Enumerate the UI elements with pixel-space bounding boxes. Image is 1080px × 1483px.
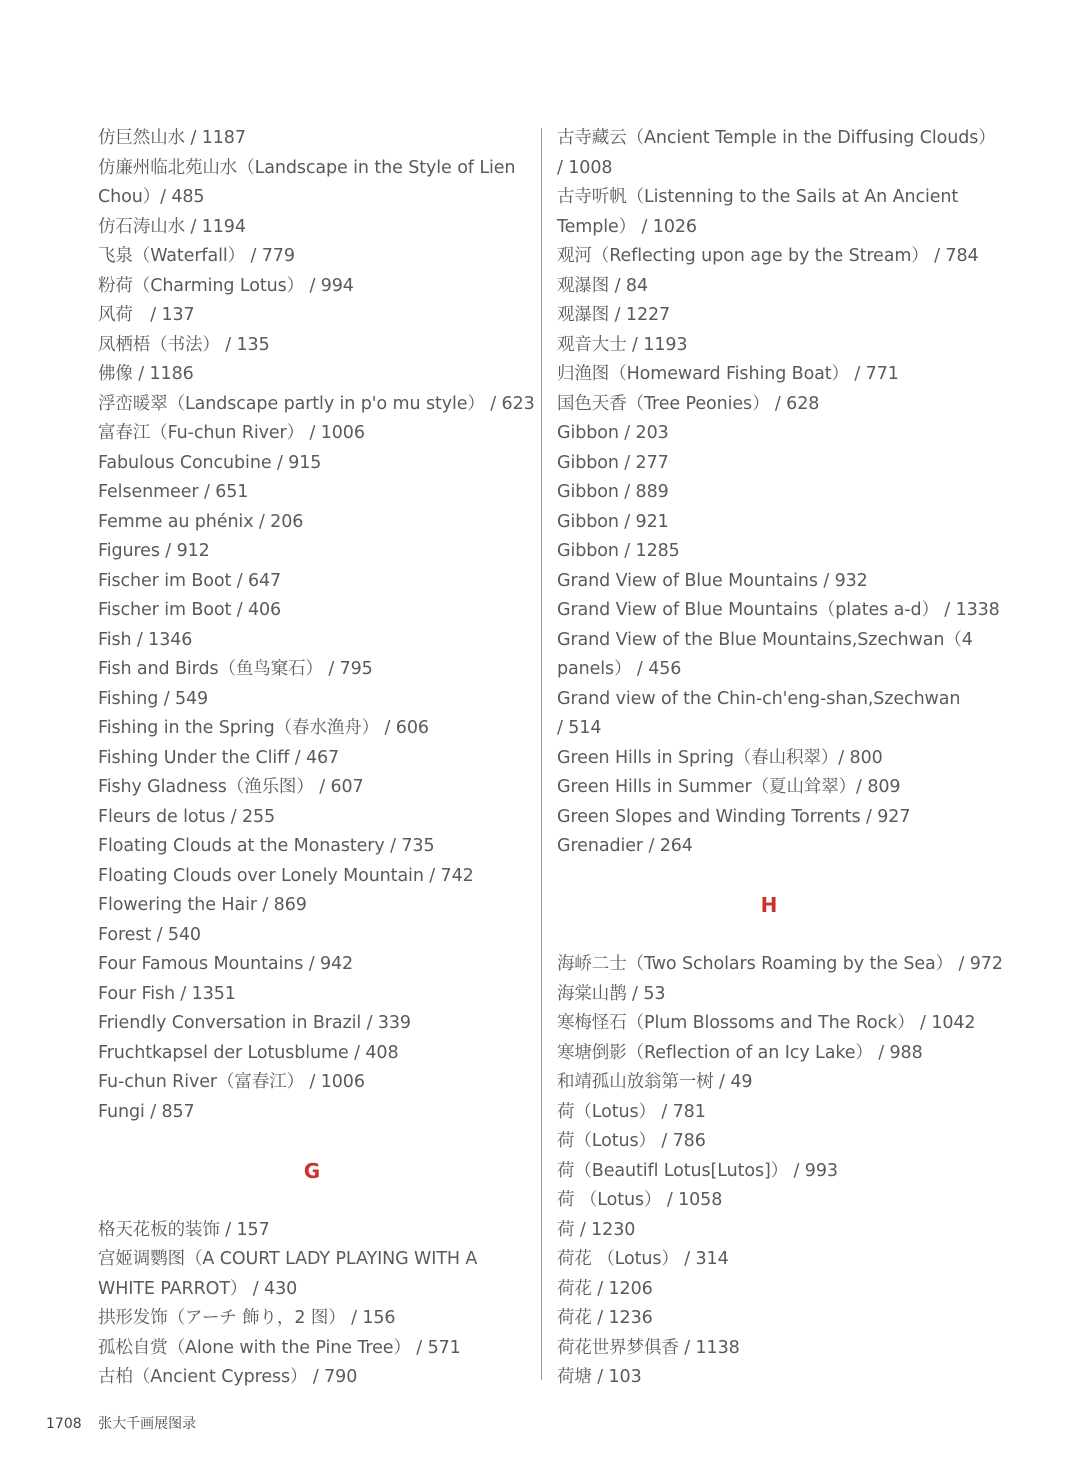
index-entry: 海棠山鹊 / 53 [557,983,666,1004]
index-entry: 荷塘 / 103 [557,1367,642,1387]
index-entry: 古柏（Ancient Cypress） / 790 [98,1367,358,1387]
section-spacer [98,1127,530,1157]
index-entry: Fishing in the Spring（春水渔舟） / 606 [98,718,429,738]
index-entry: 寒塘倒影（Reflection of an Icy Lake） / 988 [557,1042,923,1063]
page-footer [46,1413,196,1433]
index-entry: 荷花 / 1236 [557,1308,653,1328]
index-entry: 和靖孤山放翁第一树 / 49 [557,1072,753,1092]
index-entry: / 514 [557,718,602,738]
index-entry: Fabulous Concubine / 915 [98,452,322,473]
index-entry: Figures / 912 [98,541,210,561]
index-entry: Fu-chun River（富春江） / 1006 [98,1072,365,1092]
column-divider [541,128,542,1380]
index-entry: 归渔图（Homeward Fishing Boat） / 771 [557,364,899,384]
index-entry: 海峤二士（Two Scholars Roaming by the Sea） / 972 [557,954,1003,974]
index-entry: / 1008 [557,157,613,178]
index-entry: Gibbon / 277 [557,452,669,473]
index-entry: Fishy Gladness（渔乐图） / 607 [98,777,364,797]
index-entry: 风荷 / 137 [98,305,195,325]
index-entry: WHITE PARROT） / 430 [98,1278,298,1299]
index-entry: Grand View of Blue Mountains（plates a-d） / 1338 [557,600,1000,620]
index-entry: Gibbon / 1285 [557,541,680,561]
index-entry: Fleurs de lotus / 255 [98,806,276,827]
section-letter: G [303,1158,321,1183]
index-entry: Gibbon / 921 [557,511,669,532]
index-entry: 佛像 / 1186 [98,364,194,384]
index-entry: Fish / 1346 [98,629,193,650]
index-entry: 浮峦暖翠（Landscape partly in p'o mu style） / 623 [98,393,535,414]
section-spacer [557,862,997,892]
book-title: 张大千画展图录 [98,1416,197,1432]
index-entry: Fischer im Boot / 647 [98,570,282,591]
index-entry: Green Slopes and Winding Torrents / 927 [557,806,911,827]
index-entry: Gibbon / 889 [557,482,669,502]
index-entry: Four Famous Mountains / 942 [98,954,354,974]
index-entry: 荷花世界梦俱香 / 1138 [557,1337,740,1358]
index-entry: 宫姬调鹦图（A COURT LADY PLAYING WITH A [98,1249,478,1269]
index-entry: 荷（Lotus） / 786 [557,1131,706,1151]
section-spacer [557,921,997,951]
index-entry: Four Fish / 1351 [98,983,236,1004]
index-entry: 凤栖梧（书法） / 135 [98,334,270,355]
index-entry: 古寺藏云（Ancient Temple in the Diffusing Clouds） [557,128,996,148]
index-entry: 荷 （Lotus） / 1058 [557,1190,723,1210]
section-spacer [98,1186,530,1216]
index-entry: 观音大士 / 1193 [557,334,688,355]
index-entry: 富春江（Fu-chun River） / 1006 [98,423,365,443]
index-column-right [557,124,1003,1393]
index-entry: 仿巨然山水 / 1187 [98,128,246,148]
index-entry: Grand view of the Chin-ch'eng-shan,Szechwan [557,688,961,709]
index-entry: 古寺听帆（Listenning to the Sails at An Ancient [557,187,959,207]
index-entry: Green Hills in Spring（春山积翠）/ 800 [557,747,883,768]
index-entry: 荷花 / 1206 [557,1278,653,1299]
index-entry: 荷花 （Lotus） / 314 [557,1249,729,1269]
index-column-left [98,124,535,1393]
index-entry: Fish and Birds（鱼鸟窠石） / 795 [98,659,373,679]
index-entry: 荷 / 1230 [557,1219,636,1240]
index-entry: Forest / 540 [98,924,201,945]
index-entry: 粉荷（Charming Lotus） / 994 [98,275,354,296]
index-entry: Chou）/ 485 [98,187,205,207]
index-entry: 观河（Reflecting upon age by the Stream） / 784 [557,246,979,266]
index-entry: Grand View of Blue Mountains / 932 [557,570,868,591]
index-entry: 国色天香（Tree Peonies） / 628 [557,393,820,414]
index-entry: Floating Clouds over Lonely Mountain / 742 [98,865,474,886]
index-entry: 格天花板的装饰 / 157 [98,1219,270,1240]
index-entry: panels） / 456 [557,659,682,679]
index-entry: Friendly Conversation in Brazil / 339 [98,1013,411,1033]
index-entry: Fishing / 549 [98,688,209,709]
index-entry: 孤松自赏（Alone with the Pine Tree） / 571 [98,1337,461,1358]
index-entry: 飞泉（Waterfall） / 779 [98,246,295,266]
index-entry: Fungi / 857 [98,1101,195,1122]
index-entry: 观瀑图 / 1227 [557,305,671,325]
index-entry: Felsenmeer / 651 [98,482,249,502]
index-entry: Floating Clouds at the Monastery / 735 [98,836,435,856]
index-entry: Grenadier / 264 [557,836,693,856]
index-entry: 拱形发饰（アーチ 飾り，2 图） / 156 [98,1308,396,1328]
index-entry: 荷（Lotus） / 781 [557,1101,706,1122]
index-entry: Fischer im Boot / 406 [98,600,282,620]
index-entry: 仿石涛山水 / 1194 [98,216,246,237]
index-entry: Fishing Under the Cliff / 467 [98,747,340,768]
index-entry: 寒梅怪石（Plum Blossoms and The Rock） / 1042 [557,1013,976,1033]
index-entry: Gibbon / 203 [557,423,669,443]
index-entry: Grand View of the Blue Mountains,Szechwan（4 [557,629,973,650]
index-entry: 仿廉州临北苑山水（Landscape in the Style of Lien [98,157,516,178]
page-number: 1708 [46,1416,82,1432]
index-entry: Green Hills in Summer（夏山耸翠）/ 809 [557,777,901,797]
index-entry: 观瀑图 / 84 [557,275,648,296]
index-entry: 荷（Beautifl Lotus[Lutos]） / 993 [557,1160,838,1181]
section-letter: H [760,893,778,917]
index-entry: Flowering the Hair / 869 [98,895,307,915]
index-entry: Fruchtkapsel der Lotusblume / 408 [98,1042,399,1063]
index-entry: Femme au phénix / 206 [98,511,304,532]
index-entry: Temple） / 1026 [557,216,697,237]
